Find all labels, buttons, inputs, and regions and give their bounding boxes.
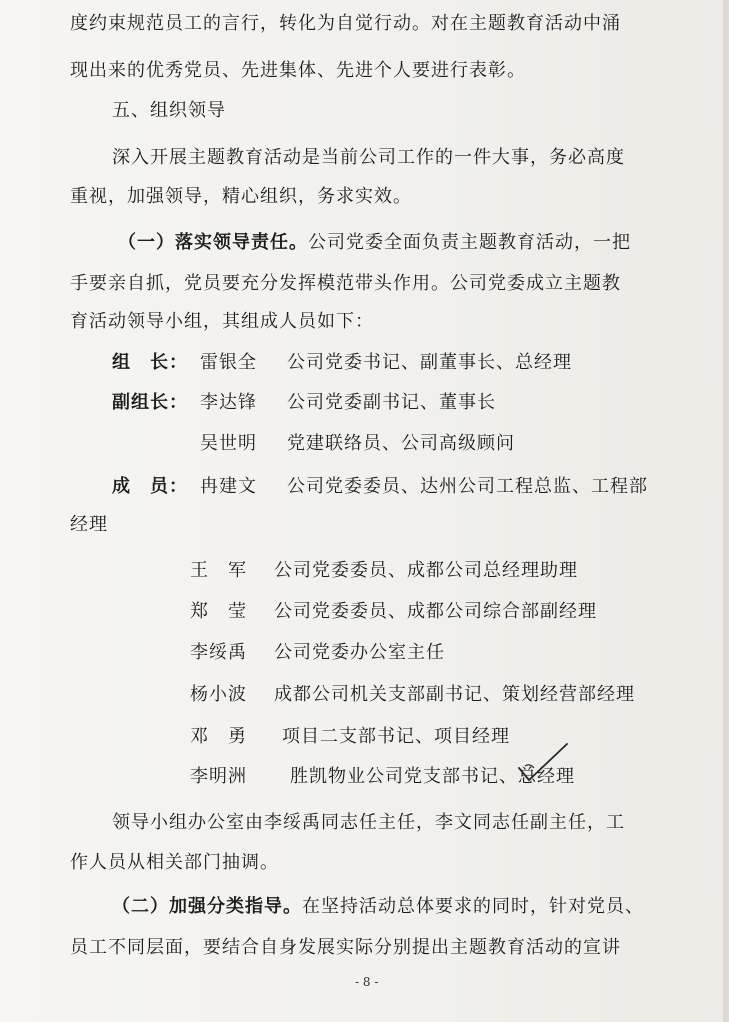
handwritten-checkmark (505, 738, 575, 793)
member-name: 邓 勇 (190, 726, 247, 747)
member-title: 公司党委书记、副董事长、总经理 (287, 352, 572, 373)
member-title: 项目二支部书记、项目经理 (282, 726, 510, 747)
section-heading: 五、组织领导 (112, 100, 226, 121)
subheading: （一）落实领导责任。 (118, 232, 308, 253)
paragraph-line: 员工不同层面，要结合自身发展实际分别提出主题教育活动的宣讲 (70, 937, 621, 958)
member-title: 公司党委委员、成都公司综合部副经理 (274, 601, 597, 622)
member-role: 副组长： (112, 392, 188, 413)
paragraph-line: 经理 (70, 514, 108, 535)
page-edge (723, 0, 729, 1022)
member-title: 胜凯物业公司党支部书记、总经理 (290, 766, 575, 787)
paragraph-line: 深入开展主题教育活动是当前公司工作的一件大事，务必高度 (112, 147, 625, 168)
member-role: 组 长： (112, 352, 188, 373)
member-title: 公司党委办公室主任 (274, 642, 445, 663)
member-name: 王 军 (190, 560, 247, 581)
paragraph-line: 领导小组办公室由李绥禹同志任主任，李文同志任副主任，工 (112, 812, 625, 833)
member-name: 郑 莹 (190, 601, 247, 622)
member-title: 公司党委委员、达州公司工程总监、工程部 (287, 476, 648, 497)
member-title: 成都公司机关支部副书记、策划经营部经理 (274, 684, 635, 705)
member-title: 公司党委副书记、董事长 (287, 392, 496, 413)
member-role: 成 员： (112, 476, 188, 497)
member-name: 李达锋 (200, 392, 257, 413)
member-name: 杨小波 (190, 684, 247, 705)
subheading: （二）加强分类指导。 (112, 896, 302, 917)
paragraph-line: （一）落实领导责任。公司党委全面负责主题教育活动，一把 (118, 232, 631, 253)
member-name: 冉建文 (200, 476, 257, 497)
page-number: - 8 - (355, 975, 379, 989)
paragraph-line: 现出来的优秀党员、先进集体、先进个人要进行表彰。 (70, 60, 526, 81)
member-name: 吴世明 (200, 433, 257, 454)
member-name: 李绥禹 (190, 642, 247, 663)
paragraph-line: 重视，加强领导，精心组织，务求实效。 (70, 186, 412, 207)
paragraph-line: 手要亲自抓，党员要充分发挥模范带头作用。公司党委成立主题教 (70, 273, 621, 294)
member-title: 公司党委委员、成都公司总经理助理 (274, 560, 578, 581)
member-name: 李明洲 (190, 766, 247, 787)
paragraph-line: 作人员从相关部门抽调。 (70, 852, 279, 873)
member-title: 党建联络员、公司高级顾问 (287, 433, 515, 454)
member-name: 雷银全 (200, 352, 257, 373)
paragraph-line: 育活动领导小组，其组成人员如下： (70, 311, 374, 332)
paragraph-line: 度约束规范员工的言行，转化为自觉行动。对在主题教育活动中涌 (70, 13, 621, 34)
paragraph-line: （二）加强分类指导。在坚持活动总体要求的同时，针对党员、 (112, 896, 644, 917)
